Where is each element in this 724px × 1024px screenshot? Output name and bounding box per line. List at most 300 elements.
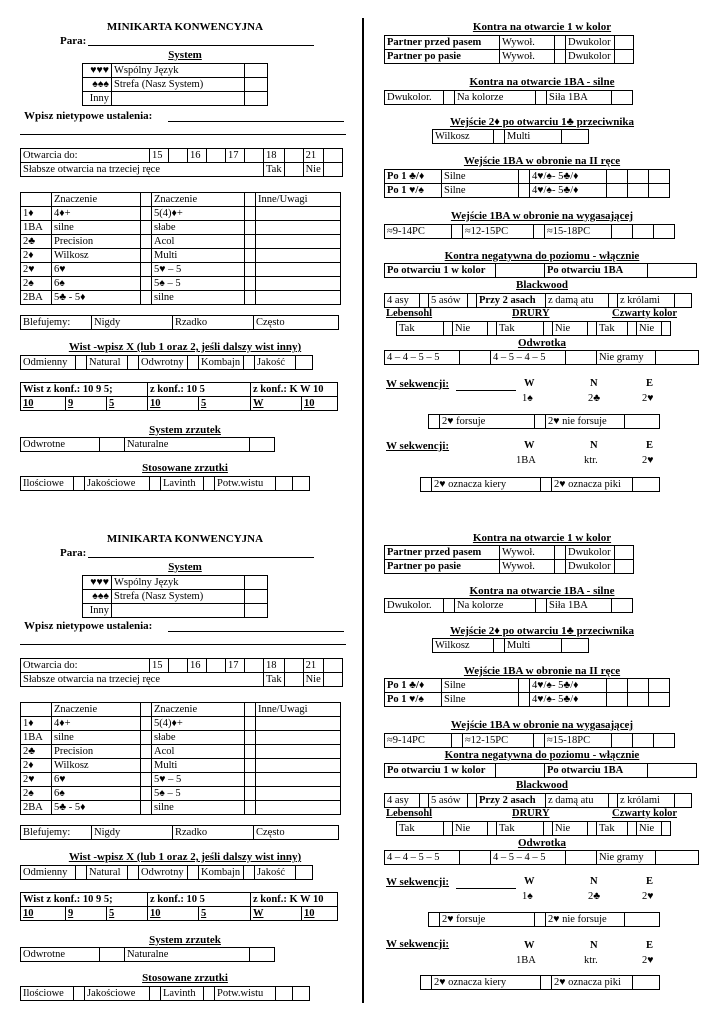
form-cell-blank[interactable] (544, 322, 553, 336)
form-cell-blank[interactable] (612, 734, 633, 748)
form-cell-blank[interactable] (250, 438, 275, 452)
form-cell-blank[interactable] (284, 673, 303, 687)
form-cell-blank[interactable] (544, 822, 553, 836)
form-cell-blank[interactable] (76, 866, 87, 880)
form-cell-blank[interactable] (256, 787, 341, 801)
right-column (382, 0, 702, 510)
system-check[interactable] (245, 92, 268, 106)
form-cell-blank[interactable] (256, 263, 341, 277)
form-cell-label: Wywoł. (500, 560, 555, 574)
form-text: W sekwencji: (386, 938, 450, 950)
form-cell-label: Dwukolor. (385, 599, 444, 613)
form-cell-blank[interactable] (654, 734, 675, 748)
left-column (20, 0, 350, 510)
form-cell-label: Jakość (255, 866, 296, 880)
form-cell-label: Nie (303, 673, 323, 687)
form-cell-blank[interactable] (675, 294, 692, 308)
form-cell-blank[interactable] (452, 225, 463, 239)
form-cell-blank[interactable] (444, 822, 453, 836)
form-cell-label: 1BA (21, 731, 52, 745)
form-cell-blank[interactable] (496, 764, 545, 778)
system-check[interactable] (245, 64, 268, 78)
pair-line[interactable] (88, 45, 314, 46)
form-cell-blank[interactable] (615, 50, 634, 64)
openings-check[interactable] (284, 149, 303, 163)
form-cell-label: 10 (21, 907, 66, 921)
form-cell-blank[interactable] (541, 976, 552, 990)
form-cell-blank[interactable] (256, 773, 341, 787)
form-row (21, 397, 338, 411)
form-cell-blank[interactable] (519, 170, 530, 184)
form-cell-label[interactable]: Często (254, 826, 339, 840)
form-cell-blank[interactable] (150, 477, 161, 491)
form-row (21, 477, 310, 491)
form-cell-blank[interactable] (141, 291, 152, 305)
form-cell-blank[interactable] (207, 659, 226, 673)
form-text: Lebensohl (386, 808, 433, 819)
form-cell-label: 2♣ (21, 235, 52, 249)
form-cell-blank[interactable] (245, 787, 256, 801)
form-row (21, 673, 343, 687)
form-cell-blank[interactable] (628, 693, 649, 707)
openings-check[interactable] (207, 149, 226, 163)
form-cell-blank[interactable] (444, 91, 455, 105)
form-cell-blank[interactable] (245, 717, 256, 731)
fill-line[interactable] (88, 557, 314, 558)
form-cell-blank[interactable] (444, 322, 453, 336)
form-cell-blank[interactable] (245, 263, 256, 277)
bluff-label: Blefujemy: (21, 316, 92, 330)
form-cell-label: Multi (505, 130, 562, 144)
form-cell-label: Po otwarciu 1 w kolor (385, 764, 496, 778)
form-cell-blank[interactable] (245, 590, 268, 604)
form-cell-blank[interactable] (555, 546, 566, 560)
lebensohl-label: Lebensohl (386, 308, 433, 319)
form-cell-blank[interactable] (612, 599, 633, 613)
form-cell-blank[interactable] (628, 822, 637, 836)
form-cell-blank[interactable] (256, 207, 341, 221)
form-cell-blank[interactable] (141, 221, 152, 235)
openings-value: 18 (264, 149, 285, 163)
form-cell-blank[interactable] (534, 225, 545, 239)
form-cell-blank[interactable] (74, 987, 85, 1001)
form-cell-blank[interactable] (649, 184, 670, 198)
meaning-row (21, 235, 341, 249)
lead-table (20, 355, 313, 370)
form-cell-blank[interactable] (566, 851, 597, 865)
form-cell-blank[interactable] (468, 294, 477, 308)
form-cell-label: Wspólny Język (112, 576, 245, 590)
form-cell-blank[interactable] (625, 415, 660, 429)
form-cell-label: Przy 2 asach (477, 794, 546, 808)
form-row (21, 438, 275, 452)
form-cell-blank[interactable] (649, 170, 670, 184)
form-cell-label: z konf.: 10 5 (148, 383, 251, 397)
form-row (21, 773, 341, 787)
form-cell-blank[interactable] (76, 356, 87, 370)
seq2-table (420, 477, 660, 492)
form-cell-label: Nie (453, 322, 488, 336)
form-cell-blank[interactable] (256, 759, 341, 773)
form-cell-blank[interactable] (141, 731, 152, 745)
form-cell-blank[interactable] (649, 693, 670, 707)
form-cell-blank[interactable] (656, 851, 699, 865)
form-row (21, 163, 343, 177)
form-row (21, 316, 339, 330)
form-cell-blank[interactable] (204, 987, 215, 1001)
form-cell-blank[interactable] (536, 91, 547, 105)
form-text: ktr. (584, 955, 598, 966)
form-cell-blank[interactable] (141, 745, 152, 759)
form-cell-label: ≈9-14PC (385, 734, 452, 748)
form-cell-label[interactable]: Nigdy (92, 826, 173, 840)
form-cell-blank[interactable] (562, 639, 589, 653)
form-cell-blank[interactable] (141, 207, 152, 221)
weak-third-no-check[interactable] (323, 163, 342, 177)
form-text: 2♣ (588, 891, 601, 902)
form-cell-blank[interactable] (245, 604, 268, 618)
form-cell-blank[interactable] (245, 731, 256, 745)
form-cell-blank[interactable] (204, 477, 215, 491)
form-cell-blank[interactable] (100, 438, 125, 452)
form-text: ktr. (584, 455, 598, 466)
form-cell-blank[interactable] (607, 184, 628, 198)
form-cell-blank[interactable] (555, 50, 566, 64)
form-cell-blank[interactable] (555, 560, 566, 574)
form-cell-blank[interactable] (429, 913, 440, 927)
form-cell-blank[interactable] (633, 976, 660, 990)
form-cell-blank[interactable] (612, 225, 633, 239)
form-row (421, 478, 660, 492)
form-cell-label: 4 asy (385, 294, 420, 308)
form-cell-blank[interactable] (615, 560, 634, 574)
form-cell-blank[interactable] (656, 351, 699, 365)
form-cell-blank[interactable] (648, 764, 697, 778)
form-cell-blank[interactable] (256, 745, 341, 759)
form-cell-blank[interactable] (169, 659, 188, 673)
form-cell-blank[interactable] (245, 745, 256, 759)
form-cell-blank[interactable] (245, 773, 256, 787)
right-column (382, 512, 702, 1022)
form-cell-label: 5♥ – 5 (152, 773, 245, 787)
form-cell-label: z konf.: K W 10 (251, 383, 338, 397)
form-cell-blank[interactable] (625, 913, 660, 927)
form-cell-blank[interactable] (256, 249, 341, 263)
form-cell-blank[interactable] (141, 801, 152, 815)
bluff-option[interactable]: Rzadko (173, 316, 254, 330)
form-cell-label: silne (152, 291, 245, 305)
form-cell-blank[interactable] (494, 639, 505, 653)
form-cell-label: Na kolorze (455, 91, 536, 105)
form-cell-blank[interactable] (256, 717, 341, 731)
form-cell-blank[interactable] (245, 801, 256, 815)
form-cell-blank[interactable] (256, 277, 341, 291)
form-cell-blank[interactable] (612, 91, 633, 105)
form-cell-label: Nie (637, 322, 662, 336)
form-cell-label: Blefujemy: (21, 826, 92, 840)
form-cell-blank[interactable] (496, 264, 545, 278)
discard-option: Odwrotne (21, 438, 100, 452)
form-cell-blank[interactable] (607, 170, 628, 184)
form-text: Para: (60, 547, 87, 559)
form-text: DRURY (512, 808, 550, 819)
form-cell-blank[interactable] (535, 913, 546, 927)
form-table (428, 912, 660, 927)
form-cell-blank[interactable] (293, 987, 310, 1001)
form-cell-label: 9 (66, 907, 107, 921)
form-cell-blank[interactable] (141, 277, 152, 291)
form-cell-blank[interactable] (245, 703, 256, 717)
form-cell-label: Silne (442, 184, 519, 198)
form-cell-blank[interactable] (588, 322, 597, 336)
form-cell-blank[interactable] (460, 851, 491, 865)
form-cell-blank[interactable] (244, 356, 255, 370)
form-cell-blank[interactable] (444, 599, 455, 613)
form-row (21, 731, 341, 745)
form-cell-blank[interactable] (615, 36, 634, 50)
form-cell-blank[interactable] (323, 659, 342, 673)
custom-line[interactable] (20, 134, 346, 135)
form-cell-blank[interactable] (421, 976, 432, 990)
form-cell-blank[interactable] (566, 351, 597, 365)
form-cell-label: Partner przed pasem (385, 546, 500, 560)
system-check[interactable] (245, 78, 268, 92)
form-cell-blank[interactable] (628, 322, 637, 336)
form-cell-label: 5♥ – 5 (152, 263, 245, 277)
custom-line[interactable] (168, 121, 344, 122)
form-cell-blank[interactable] (141, 193, 152, 207)
form-row (83, 64, 268, 78)
form-text: Wpisz nietypowe ustalenia: (24, 620, 153, 632)
form-cell-blank[interactable] (256, 801, 341, 815)
form-cell-blank[interactable] (519, 679, 530, 693)
form-cell-label: Tak (597, 822, 628, 836)
form-cell-blank[interactable] (615, 546, 634, 560)
form-cell-label: 1♦ (21, 717, 52, 731)
form-text: Czwarty kolor (612, 808, 678, 819)
form-cell-label: Po otwarciu 1BA (545, 264, 648, 278)
form-cell-label: Nie gramy (597, 351, 656, 365)
form-cell-label: 5 (107, 907, 148, 921)
form-cell-blank[interactable] (276, 987, 293, 1001)
form-cell-label: 15 (150, 659, 169, 673)
discard-table (20, 437, 275, 452)
form-cell-blank[interactable] (284, 659, 303, 673)
form-cell-label: 2♥ oznacza piki (552, 478, 633, 492)
form-cell-blank[interactable] (141, 703, 152, 717)
form-cell-blank[interactable] (662, 322, 671, 336)
meaning-header: Znaczenie (152, 193, 245, 207)
openings-check[interactable] (245, 149, 264, 163)
form-cell-blank[interactable] (141, 717, 152, 731)
form-cell-blank[interactable] (519, 693, 530, 707)
form-cell-blank[interactable] (494, 130, 505, 144)
form-cell-label: 5 (199, 397, 251, 411)
fill-line[interactable] (168, 631, 344, 632)
form-row (385, 679, 670, 693)
form-cell-label: Otwarcia do: (21, 659, 150, 673)
form-cell-blank[interactable] (256, 235, 341, 249)
form-cell-blank[interactable] (74, 477, 85, 491)
form-cell-blank[interactable] (519, 184, 530, 198)
form-cell-label: z konf.: K W 10 (251, 893, 338, 907)
form-cell-blank[interactable] (555, 36, 566, 50)
form-cell-blank[interactable] (128, 356, 139, 370)
meaning-row (21, 291, 341, 305)
form-cell-blank[interactable] (488, 322, 497, 336)
entry1ba-balance-heading: Wejście 1BA w obronie na wygasającej (450, 210, 634, 222)
form-cell-blank[interactable] (141, 787, 152, 801)
form-row (385, 91, 633, 105)
form-cell-blank[interactable] (141, 235, 152, 249)
form-cell-blank[interactable] (245, 235, 256, 249)
form-cell-label: Partner po pasie (385, 50, 500, 64)
form-cell-blank[interactable] (562, 130, 589, 144)
weak-third-yes-check[interactable] (284, 163, 303, 177)
lead-heading: Wist -wpisz X (lub 1 oraz 2, jeśli dalszy wist inny) (68, 341, 302, 353)
form-cell-blank[interactable] (649, 679, 670, 693)
form-cell-blank[interactable] (662, 822, 671, 836)
system-suits: Inny (83, 92, 112, 106)
form-cell-blank[interactable] (609, 794, 618, 808)
form-cell-blank[interactable] (245, 249, 256, 263)
form-cell-blank[interactable] (293, 477, 310, 491)
form-cell-blank[interactable] (245, 207, 256, 221)
form-cell-blank[interactable] (420, 294, 429, 308)
form-cell-blank[interactable] (675, 794, 692, 808)
fill-line[interactable] (20, 644, 346, 645)
form-cell-blank[interactable] (21, 703, 52, 717)
form-cell-blank[interactable] (654, 225, 675, 239)
form-row (385, 546, 634, 560)
form-cell-blank[interactable] (141, 759, 152, 773)
form-cell-blank[interactable] (245, 193, 256, 207)
form-cell-blank[interactable] (421, 478, 432, 492)
form-table (20, 658, 343, 687)
seq-pos: E (646, 378, 654, 389)
form-cell-label: Dwukolor. (385, 91, 444, 105)
form-cell-label: Jakościowe (85, 987, 150, 1001)
form-cell-blank[interactable] (541, 478, 552, 492)
form-cell-blank[interactable] (256, 731, 341, 745)
form-cell-blank[interactable] (141, 249, 152, 263)
form-cell-blank[interactable] (628, 679, 649, 693)
form-cell-blank[interactable] (488, 822, 497, 836)
form-cell-label: Lavinth (161, 477, 204, 491)
form-cell-blank[interactable] (460, 351, 491, 365)
form-cell-blank[interactable] (256, 221, 341, 235)
form-row (21, 193, 341, 207)
form-row (83, 92, 268, 106)
lead-option: Natural (87, 356, 128, 370)
form-cell-blank[interactable] (609, 294, 618, 308)
form-cell-blank[interactable] (256, 291, 341, 305)
form-cell-blank[interactable] (628, 170, 649, 184)
form-cell-blank[interactable] (188, 356, 199, 370)
form-cell-blank[interactable] (250, 948, 275, 962)
form-cell-label: Dwukolor (566, 560, 615, 574)
system-suits: ♥♥♥ (83, 64, 112, 78)
form-cell-label: 16 (188, 659, 207, 673)
form-cell-blank[interactable] (245, 291, 256, 305)
form-cell-blank[interactable] (534, 734, 545, 748)
form-cell-blank[interactable] (535, 415, 546, 429)
form-cell-label: silne (52, 731, 141, 745)
form-cell-blank[interactable] (245, 576, 268, 590)
form-cell-blank[interactable] (468, 794, 477, 808)
openings-check[interactable] (323, 149, 342, 163)
form-cell-label: ♥♥♥ (83, 576, 112, 590)
form-cell-label: Nie (453, 822, 488, 836)
form-cell-blank[interactable] (245, 277, 256, 291)
form-cell-label: Na kolorze (455, 599, 536, 613)
form-row (433, 639, 589, 653)
form-cell-blank[interactable] (607, 679, 628, 693)
form-cell-label: 2♥ oznacza kiery (432, 976, 541, 990)
meaning-table (20, 192, 341, 305)
form-cell-label: 5♠ – 5 (152, 277, 245, 291)
form-cell-blank[interactable] (276, 477, 293, 491)
form-cell-blank[interactable] (100, 948, 125, 962)
form-cell-label: Nie gramy (597, 851, 656, 865)
form-cell-blank[interactable] (245, 659, 264, 673)
bluff-option[interactable]: Często (254, 316, 339, 330)
form-cell-blank[interactable] (628, 184, 649, 198)
form-cell-label: z konf.: 10 5 (148, 893, 251, 907)
form-cell-blank[interactable] (188, 866, 199, 880)
form-cell-label[interactable]: Rzadko (173, 826, 254, 840)
form-text: N (590, 940, 598, 951)
form-cell-blank[interactable] (323, 673, 342, 687)
form-row (21, 948, 275, 962)
form-cell-blank[interactable] (536, 599, 547, 613)
contra-ba-heading: Kontra na otwarcie 1BA - silne (469, 76, 615, 88)
form-cell-blank[interactable] (245, 759, 256, 773)
form-cell-blank[interactable] (296, 356, 313, 370)
form-cell-blank[interactable] (633, 478, 660, 492)
form-cell-blank[interactable] (633, 225, 654, 239)
meaning-row (21, 221, 341, 235)
form-cell-blank[interactable] (296, 866, 313, 880)
form-cell-label: 2♥ nie forsuje (546, 913, 625, 927)
form-cell-label: 2♥ oznacza kiery (432, 478, 541, 492)
form-cell-blank[interactable] (429, 415, 440, 429)
form-cell-blank[interactable] (141, 263, 152, 277)
form-cell-blank[interactable] (150, 987, 161, 1001)
form-cell-blank[interactable] (588, 822, 597, 836)
odwrotka-table (384, 350, 699, 365)
form-cell-blank[interactable] (245, 221, 256, 235)
form-cell-blank[interactable] (128, 866, 139, 880)
form-table (20, 702, 341, 815)
form-cell-blank[interactable] (141, 773, 152, 787)
form-cell-label: 5♠ – 5 (152, 787, 245, 801)
form-cell-blank[interactable] (452, 734, 463, 748)
openings-check[interactable] (169, 149, 188, 163)
form-cell-label: Przy 2 asach (477, 294, 546, 308)
form-cell-blank[interactable] (244, 866, 255, 880)
form-cell-blank[interactable] (633, 734, 654, 748)
form-cell-label: 2♥ (21, 263, 52, 277)
form-cell-label: 2♣ (21, 745, 52, 759)
form-row (429, 913, 660, 927)
form-cell-blank[interactable] (21, 193, 52, 207)
form-cell-blank[interactable] (607, 693, 628, 707)
bluff-option[interactable]: Nigdy (92, 316, 173, 330)
form-cell-blank[interactable] (648, 264, 697, 278)
form-table (384, 763, 697, 778)
form-cell-blank[interactable] (420, 794, 429, 808)
